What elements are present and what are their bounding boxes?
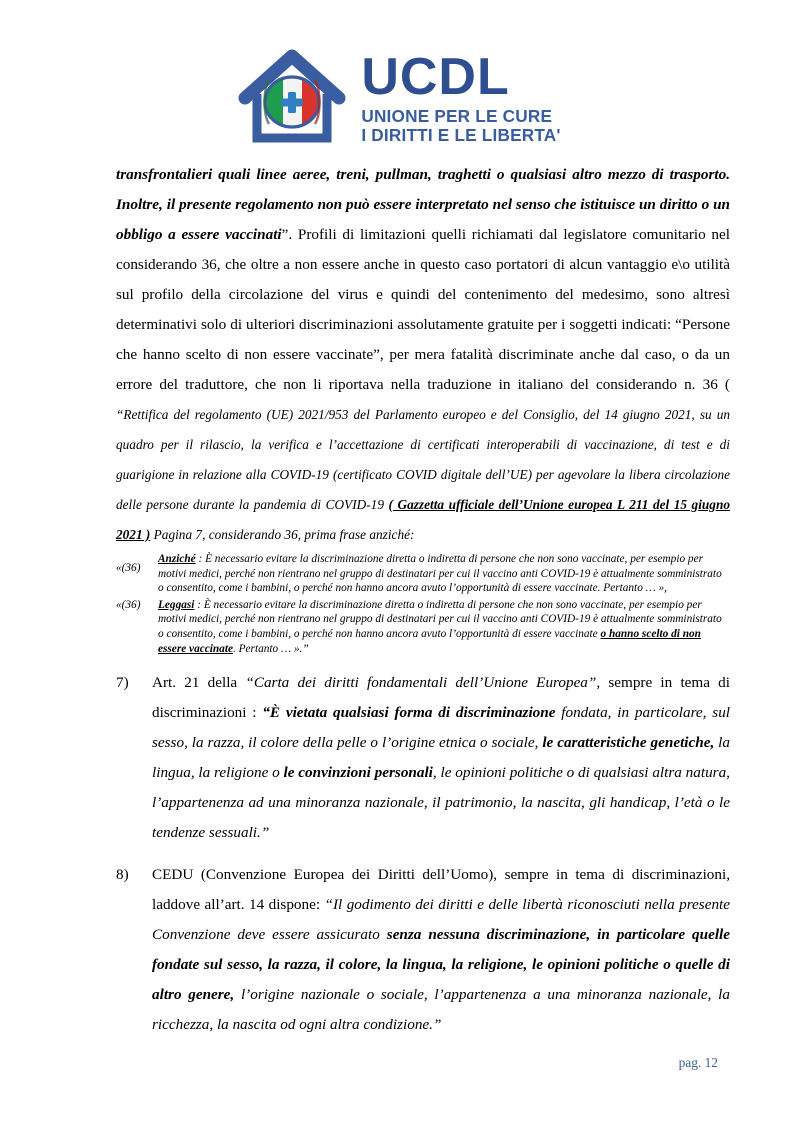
document-header	[0, 0, 794, 158]
item7-seg9: , le opinioni politiche o di qualsiasi altra natura, l’appartenenza ad una minoranza nazionale, il patrimonio, la nascita, gli handicap, l’età o le tendenze sessuali.”	[152, 764, 730, 842]
quoted-regulation-text: transfrontalieri quali linee aeree, treni, pullman, traghetti o qualsiasi altro mezzo di trasporto. Inoltre, il presente regolamento non può essere interpretato nel senso che istituisce un diritto o un obbligo a essere vaccinati	[116, 166, 730, 243]
item7-seg3: sempre in tema di discriminazioni :	[152, 674, 730, 722]
item7-seg6: le caratteristiche genetiche,	[542, 734, 715, 752]
considerando-note-leggasi	[116, 598, 730, 656]
note-marker-36-anziche: «(36)	[116, 562, 141, 574]
item7-seg7: la lingua, la religione o	[152, 734, 730, 782]
list-item	[116, 860, 730, 1040]
list-item-marker-7: 7)	[116, 674, 129, 692]
list-item	[116, 668, 730, 848]
list-item-marker-8: 8)	[116, 866, 129, 884]
note-lead-leggasi: Leggasi	[158, 598, 195, 611]
numbered-list	[116, 668, 730, 1040]
logo-wordmark	[361, 47, 561, 146]
logo-acronym: UCDL	[361, 47, 510, 106]
rectification-tail: Pagina 7, considerando 36, prima frase anziché:	[150, 527, 415, 542]
house-with-italian-flag-shield-icon	[233, 46, 351, 150]
gazzetta-reference: ( Gazzetta ufficiale dell’Unione europea L 211 del 15 giugno 2021 )	[116, 497, 730, 542]
note-tail-leggasi: . Pertanto … ».”	[232, 642, 309, 655]
item7-charter-title: “Carta dei diritti fondamentali dell’Unione Europea”,	[245, 674, 601, 692]
item7-seg4: “È vietata qualsiasi forma di discriminazione	[262, 704, 556, 722]
note-tail-highlight-leggasi: o hanno scelto di non essere vaccinate	[158, 627, 701, 655]
rectification-title: “Rettifica del regolamento (UE) 2021/953 del Parlamento europeo e del Consiglio, del 14 giugno 2021, su un quadro per il rilascio, la verifica e l’accettazione di certificati interoperabili di vaccinazione, di test e di guarigione in relazione alla COVID-19 (certificato COVID digitale dell’UE) per agevolare la libera circolazione delle persone durante la pandemia di COVID-19	[116, 407, 730, 512]
note-marker-36-leggasi: «(36)	[116, 598, 141, 611]
paragraph-after-quote: ”. Profili di limitazioni quelli richiamati dal legislatore comunitario nel considerando 36, che oltre a non essere anche in questo caso portatori di alcun vantaggio e\o utilità sul profilo della circolazione del virus e quindi del contenimento del medesimo, sono altresì determinativi solo di ulteriori discriminazioni assolutamente gratuite per i soggetti indicati: “Persone che hanno scelto di non essere vaccinate”, per mera fatalità discriminate anche dal caso, o da un errore del traduttore, che non li riportava nella traduzione in italiano del considerando n. 36 (	[116, 226, 730, 393]
note-lead-anziche: Anziché	[158, 553, 196, 565]
note-body-leggasi	[158, 598, 730, 656]
ucdl-logo	[233, 46, 560, 150]
considerando-note-anziche	[116, 552, 730, 596]
note-text-anziche: : È necessario evitare la discriminazione diretta o indiretta di persone che non sono vaccinate, per esempio per motivi medici, perché non rientrano nel gruppo di destinatari per cui il vaccino anti COVID-19 è attualmente somministrato o consentito, come i bambini, o perché non hanno ancora avuto l’opportunità di essere vaccinate. Pertanto … »,	[158, 553, 722, 595]
item8-seg1: CEDU (Convenzione Europea dei Diritti dell’Uomo), sempre in tema di discriminazioni, laddove all’art. 14 dispone:	[152, 866, 730, 914]
note-text-leggasi: : È necessario evitare la discriminazione diretta o indiretta di persone che non sono vaccinate, per esempio per motivi medici, perché non rientrano nel gruppo di destinatari per cui il vaccino anti COVID-19 è attualmente somministrato o consentito, come i bambini, o perché non hanno ancora avuto l’opportunità di essere vaccinate	[158, 598, 722, 640]
item7-seg1: Art. 21 della	[152, 674, 246, 692]
item7-seg8: le convinzioni personali	[283, 764, 433, 782]
item8-seg2: “Il godimento dei diritti e delle libertà riconosciuti nella presente Convenzione deve essere assicurato	[152, 896, 730, 944]
paragraph-continuation	[116, 160, 730, 550]
logo-tagline-line1: UNIONE PER LE CURE	[361, 105, 553, 126]
note-body-anziche	[158, 552, 730, 596]
item7-seg5: fondata, in particolare, sul sesso, la razza, il colore della pelle o l’origine etnica o sociale,	[152, 704, 731, 752]
item8-seg4: l’origine nazionale o sociale, l’appartenenza a una minoranza nazionale, la ricchezza, la nascita od ogni altra condizione.”	[152, 986, 730, 1034]
page-number: pag. 12	[678, 1055, 718, 1070]
logo-tagline-line2: I DIRITTI E LE LIBERTA'	[361, 125, 561, 146]
document-body	[0, 160, 794, 1040]
item8-seg3: senza nessuna discriminazione, in particolare quelle fondate sul sesso, la razza, il colore, la lingua, la religione, le opinioni politiche o quelle di altro genere,	[152, 926, 731, 1004]
